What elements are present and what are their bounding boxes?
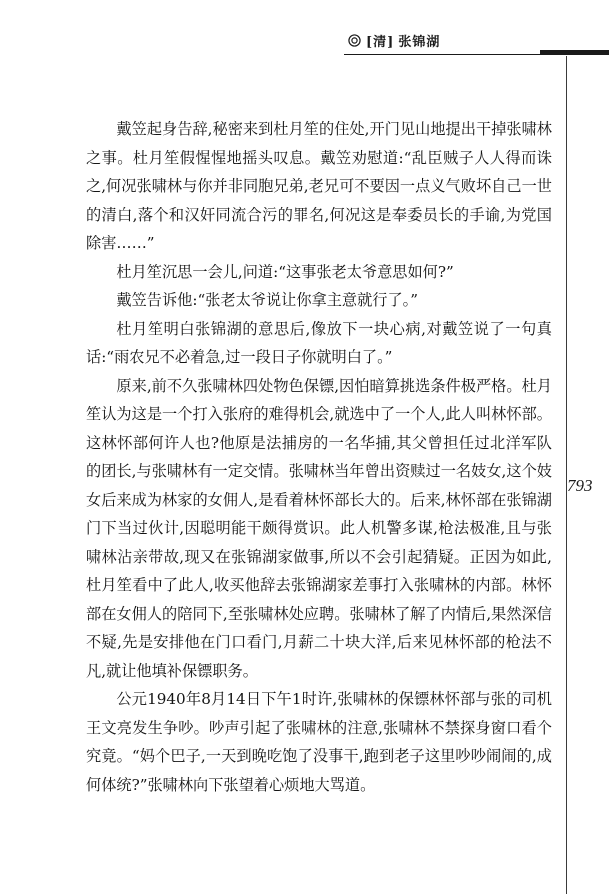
paragraph: 公元1940年8月14日下午1时许,张啸林的保镖林怀部与张的司机王文亮发生争吵。吵声引起了张啸林的注意,张啸林不禁探身窗口看个究竟。“妈个巴子,一天到晚吃饱了没事干,跑到老子这里吵吵闹闹的,成何体统?”张啸林向下张望着心烦地大骂道。 <box>86 690 552 794</box>
header-title: 张锦湖 <box>398 34 441 50</box>
page-number: 793 <box>567 476 593 495</box>
paragraph: 原来,前不久张啸林四处物色保镖,因怕暗算挑选条件极严格。杜月笙认为这是一个打入张府的难得机会,就选中了一个人,此人叫林怀部。这林怀部何许人也?他原是法捕房的一名华捕,其父曾担任过北洋军队的团长,与张啸林有一定交情。张啸林当年曾出资赎过一名妓女,这个妓女后来成为林家的女佣人,是看着林怀部长大的。后来,林怀部在张锦湖门下当过伙计,因聪明能干颇得赏识。此人机警多谋,枪法极准,且与张啸林沾亲带故,现又在张锦湖家做事,所以不会引起猜疑。正因为如此,杜月笙看中了此人,收买他辞去张锦湖家差事打入张啸林的内部。林怀部在女佣人的陪同下,至张啸林处应聘。张啸林了解了内情后,果然深信不疑,先是安排他在门口看门,月薪二十块大洋,后来见林怀部的枪法不凡,就让他填补保镖职务。 <box>86 376 552 680</box>
header-dynasty: [清] <box>366 34 395 50</box>
margin-rule <box>566 56 567 894</box>
paragraph: 戴笠告诉他:“张老太爷说让你拿主意就行了。” <box>116 291 418 309</box>
paragraph: 杜月笙沉思一会儿,问道:“这事张老太爷意思如何?” <box>116 262 454 281</box>
paragraph: 戴笠起身告辞,秘密来到杜月笙的住处,开门见山地提出干掉张啸林之事。杜月笙假惺惺地摇头叹息。戴笠劝慰道:“乱臣贼子人人得而诛之,何况张啸林与你并非同胞兄弟,老兄可不要因一点义气败坏自己一世的清白,落个和汉奸同流合污的罪名,何况这是奉委员长的手谕,为党国除害……” <box>86 120 552 252</box>
running-header <box>348 30 440 50</box>
double-circle-icon <box>348 34 361 47</box>
paragraph: 杜月笙明白张锦湖的意思后,像放下一块心病,对戴笠说了一句真话:“雨农兄不必着急,过一段日子你就明白了。” <box>86 319 552 366</box>
body-text <box>86 115 552 799</box>
header-rule-thin <box>344 54 609 55</box>
